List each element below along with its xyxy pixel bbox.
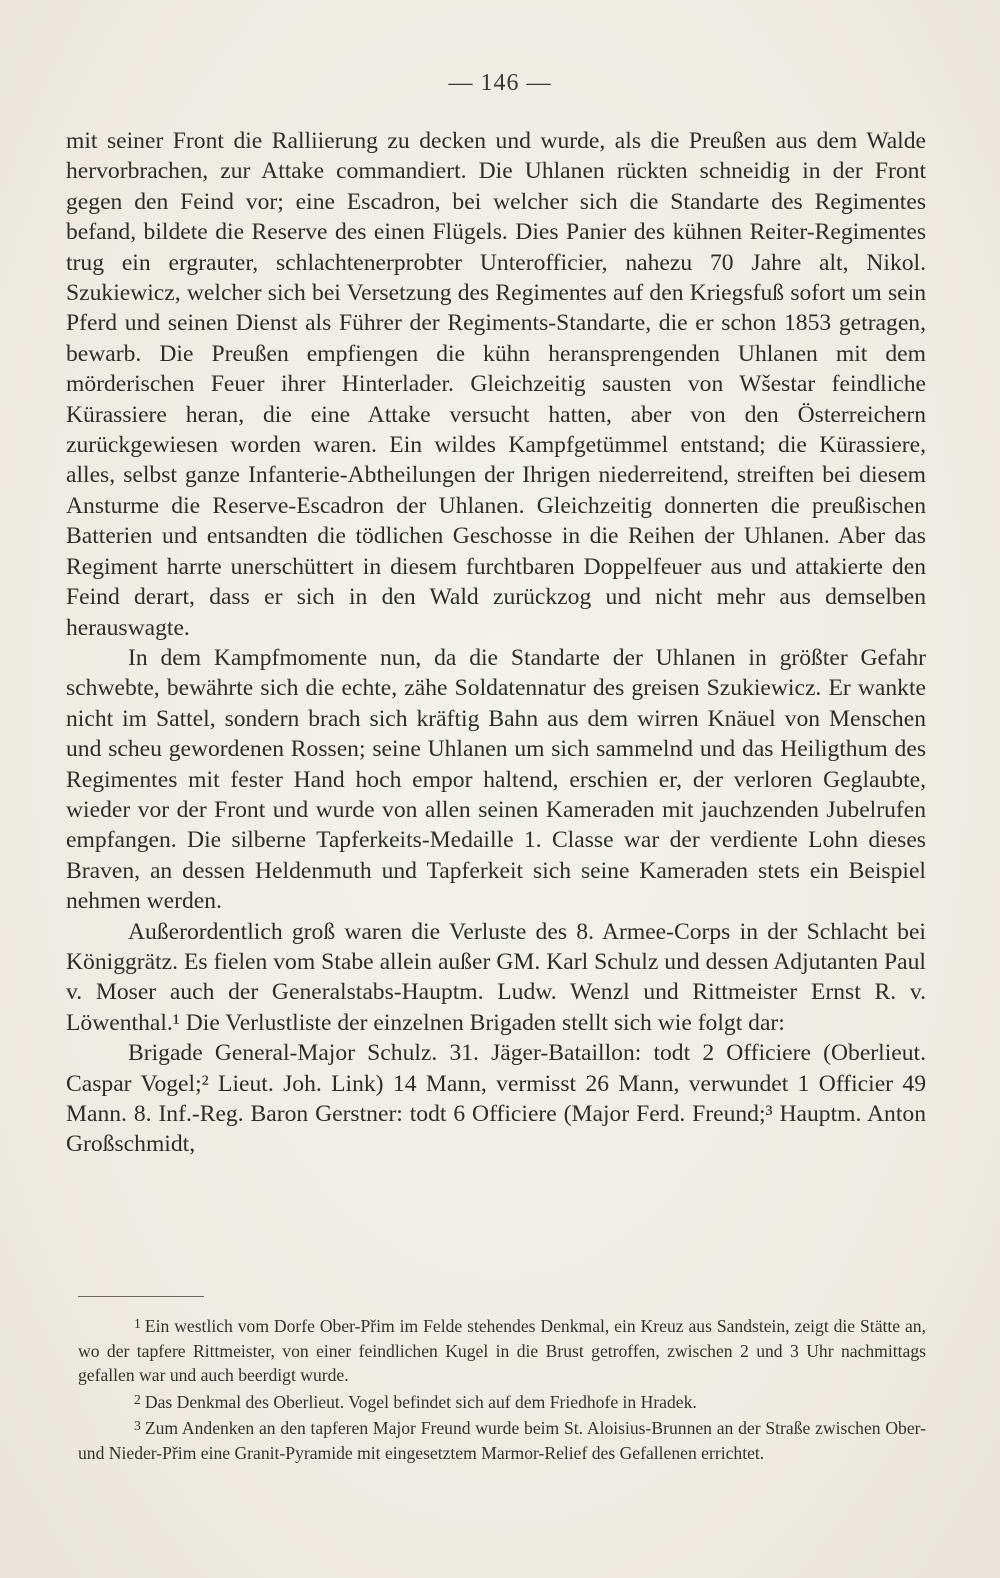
footnotes	[78, 1312, 926, 1465]
footnote-3	[78, 1414, 926, 1465]
paragraph-4: Brigade General-Major Schulz. 31. Jäger-Bataillon: todt 2 Officiere (Oberlieut. Caspar Vogel;² Lieut. Joh. Link) 14 Mann, vermisst 26 Mann, verwundet 1 Officier 49 Mann. 8. Inf.-Reg. Baron Gerstner: todt 6 Officiere (Major Ferd. Freund;³ Hauptm. Anton Großschmidt,	[66, 1040, 926, 1158]
footnote-separator	[78, 1296, 204, 1297]
body-text	[66, 126, 926, 1160]
footnote-3-mark: 3	[134, 1418, 141, 1434]
footnote-2	[78, 1388, 926, 1415]
footnote-1	[78, 1312, 926, 1388]
footnote-1-text: Ein westlich vom Dorfe Ober-Přim im Felde stehendes Denkmal, ein Kreuz aus Sandstein, zeigt die Stätte an, wo der tapfere Rittmeister, von einer feindlichen Kugel in die Brust getroffen, zwischen 2 und 3 Uhr nachmittags gefallen war und auch beerdigt wurde.	[78, 1316, 926, 1386]
paragraph-3: Außerordentlich groß waren die Verluste des 8. Armee-Corps in der Schlacht bei Königgrätz. Es fielen vom Stabe allein außer GM. Karl Schulz und dessen Adjutanten Paul v. Moser auch der Generalstabs-Hauptm. Ludw. Wenzl und Rittmeister Ernst R. v. Löwenthal.¹ Die Verlustliste der einzelnen Brigaden stellt sich wie folgt dar:	[66, 918, 926, 1036]
paragraph-1: mit seiner Front die Ralliierung zu decken und wurde, als die Preußen aus dem Walde hervorbrachen, zur Attake commandiert. Die Uhlanen rückten schneidig in der Front gegen den Feind vor; eine Escadron, bei welcher sich die Standarte des Regimentes befand, bildete die Reserve des einen Flügels. Dies Panier des kühnen Reiter-Regimentes trug ein ergrauter, schlachtenerprobter Unterofficier, nahezu 70 Jahre alt, Nikol. Szukiewicz, welcher sich bei Versetzung des Regimentes auf den Kriegsfuß sofort um sein Pferd und seinen Dienst als Führer der Regiments-Standarte, die er schon 1853 getragen, bewarb. Die Preußen empfiengen die kühn heransprengenden Uhlanen mit dem mörderischen Feuer ihrer Hinterlader. Gleichzeitig sausten von Wšestar feindliche Kürassiere heran, die eine Attake versucht hatten, aber von den Österreichern zurückgewiesen worden waren. Ein wildes Kampfgetümmel entstand; die Kürassiere, alles, selbst ganze Infanterie-Abtheilungen der Ihrigen niederreitend, streiften bei diesem Ansturme die Reserve-Escadron der Uhlanen. Gleichzeitig donnerten die preußischen Batterien und entsandten die tödlichen Geschosse in die Reihen der Uhlanen. Aber das Regiment harrte unerschüttert in diesem furchtbaren Doppelfeuer aus und attakierte den Feind derart, dass er sich in den Wald zurückzog und nicht mehr aus demselben herauswagte.	[66, 128, 926, 641]
footnote-3-text: Zum Andenken an den tapferen Major Freund wurde beim St. Aloisius-Brunnen an der Straße zwischen Ober- und Nieder-Přim eine Granit-Pyramide mit eingesetztem Marmor-Relief des Gefallenen errichtet.	[78, 1418, 926, 1463]
footnote-2-text: Das Denkmal des Oberlieut. Vogel befindet sich auf dem Friedhofe in Hradek.	[144, 1391, 697, 1412]
footnote-1-mark: 1	[134, 1316, 141, 1331]
footnote-2-mark: 2	[134, 1391, 141, 1407]
paragraph-2: In dem Kampfmomente nun, da die Standarte der Uhlanen in größter Gefahr schwebte, bewährte sich die echte, zähe Soldatennatur des greisen Szukiewicz. Er wankte nicht im Sattel, sondern brach sich kräftig Bahn aus dem wirren Knäuel von Menschen und scheu gewordenen Rossen; seine Uhlanen um sich sammelnd und das Heiligthum des Regimentes mit fester Hand hoch empor haltend, erschien er, der verloren Geglaubte, wieder vor der Front und wurde von allen seinen Kameraden mit jauchzenden Jubelrufen empfangen. Die silberne Tapferkeits-Medaille 1. Classe war der verdiente Lohn dieses Braven, an dessen Heldenmuth und Tapferkeit sich seine Kameraden stets ein Beispiel nehmen werden.	[66, 644, 926, 915]
page-number: — 146 —	[448, 70, 552, 96]
